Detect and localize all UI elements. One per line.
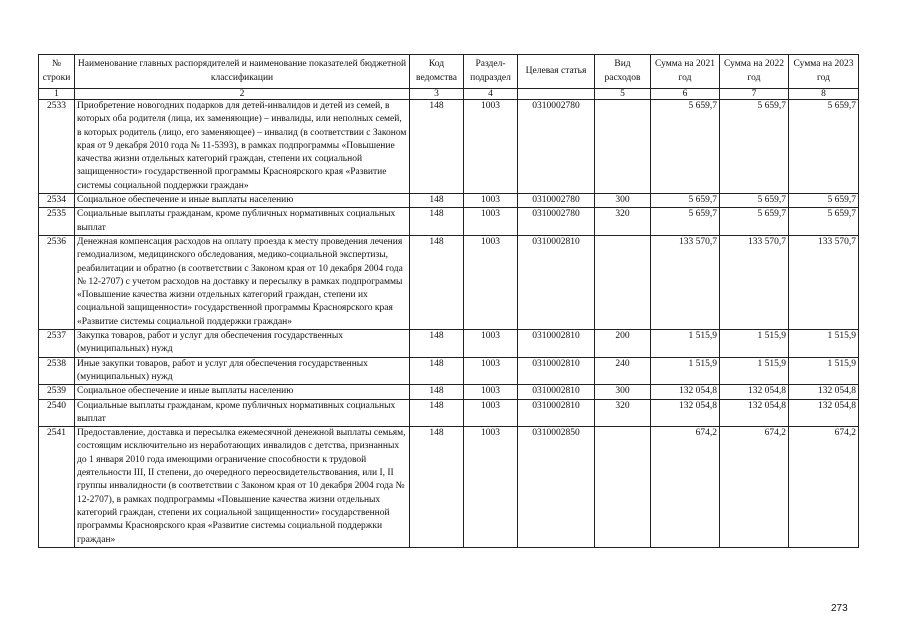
- row-number-cell: 2538: [39, 357, 75, 385]
- row-number-cell: 2540: [39, 399, 75, 427]
- target-article-cell: 0310002810: [518, 235, 595, 329]
- row-number-cell: 2535: [39, 208, 75, 236]
- expense-kind-cell: [595, 100, 651, 194]
- row-name-cell: Закупка товаров, работ и услуг для обеспечения государственных (муниципальных) нужд: [75, 330, 410, 358]
- dept-code-cell: 148: [410, 330, 464, 358]
- sum-2021-cell: 132 054,8: [651, 385, 720, 399]
- sum-2022-cell: 132 054,8: [720, 385, 789, 399]
- column-number-row: [39, 89, 859, 100]
- dept-code-cell: 148: [410, 208, 464, 236]
- section-cell: 1003: [464, 208, 518, 236]
- sum-2021-cell: 5 659,7: [651, 100, 720, 194]
- sum-2022-cell: 133 570,7: [720, 235, 789, 329]
- table-body: [39, 89, 859, 548]
- page-number: 273: [831, 603, 848, 614]
- expense-kind-cell: 300: [595, 385, 651, 399]
- sum-2022-cell: 5 659,7: [720, 208, 789, 236]
- sum-2023-cell: 133 570,7: [789, 235, 859, 329]
- sum-2023-cell: 674,2: [789, 427, 859, 548]
- expense-kind-cell: 200: [595, 330, 651, 358]
- expense-kind-cell: [595, 235, 651, 329]
- sum-2023-cell: 132 054,8: [789, 385, 859, 399]
- sum-2021-cell: 133 570,7: [651, 235, 720, 329]
- section-cell: 1003: [464, 330, 518, 358]
- row-name-cell: Социальные выплаты гражданам, кроме публичных нормативных социальных выплат: [75, 208, 410, 236]
- sum-2022-cell: 1 515,9: [720, 357, 789, 385]
- expense-kind-cell: 320: [595, 399, 651, 427]
- sum-2021-cell: 1 515,9: [651, 357, 720, 385]
- table-row: [39, 427, 859, 548]
- section-cell: 1003: [464, 427, 518, 548]
- row-name-cell: Социальные выплаты гражданам, кроме публичных нормативных социальных выплат: [75, 399, 410, 427]
- section-cell: 1003: [464, 194, 518, 208]
- expense-kind-cell: [595, 427, 651, 548]
- sum-2021-cell: 5 659,7: [651, 208, 720, 236]
- dept-code-cell: 148: [410, 427, 464, 548]
- target-article-cell: 0310002810: [518, 330, 595, 358]
- expense-kind-cell: 240: [595, 357, 651, 385]
- column-number: 4: [464, 89, 518, 100]
- header-name: Наименование главных распорядителей и наименование показателей бюджетной классификации: [75, 55, 410, 89]
- column-number: [518, 89, 595, 100]
- sum-2022-cell: 5 659,7: [720, 194, 789, 208]
- sum-2023-cell: 5 659,7: [789, 208, 859, 236]
- target-article-cell: 0310002810: [518, 385, 595, 399]
- table-row: [39, 357, 859, 385]
- column-number: 2: [75, 89, 410, 100]
- sum-2023-cell: 5 659,7: [789, 194, 859, 208]
- dept-code-cell: 148: [410, 235, 464, 329]
- dept-code-cell: 148: [410, 385, 464, 399]
- table-row: [39, 100, 859, 194]
- table-row: [39, 385, 859, 399]
- row-number-cell: 2533: [39, 100, 75, 194]
- header-section: Раздел-подраздел: [464, 55, 518, 89]
- table-row: [39, 208, 859, 236]
- row-name-cell: Предоставление, доставка и пересылка ежемесячной денежной выплаты семьям, состоящим исключительно из неработающих инвалидов с детства, признанных до 1 января 2010 года имеющими ограничение способности к трудовой деятельности III, II степени, до очередного переосвидетельствования, или I, II группы инвалидности (в соответствии с Законом края от 10 декабря 2004 года № 12-2707), в рамках подпрограммы «Повышение качества жизни отдельных категорий граждан, степени их социальной защищенности» государственной программы Красноярского края «Развитие системы социальной поддержки граждан»: [75, 427, 410, 548]
- sum-2021-cell: 5 659,7: [651, 194, 720, 208]
- target-article-cell: 0310002780: [518, 194, 595, 208]
- row-name-cell: Социальное обеспечение и иные выплаты населению: [75, 385, 410, 399]
- section-cell: 1003: [464, 100, 518, 194]
- column-number: 8: [789, 89, 859, 100]
- section-cell: 1003: [464, 399, 518, 427]
- row-number-cell: 2537: [39, 330, 75, 358]
- sum-2022-cell: 5 659,7: [720, 100, 789, 194]
- sum-2023-cell: 1 515,9: [789, 330, 859, 358]
- dept-code-cell: 148: [410, 100, 464, 194]
- section-cell: 1003: [464, 357, 518, 385]
- header-expense-kind: Вид расходов: [595, 55, 651, 89]
- row-name-cell: Денежная компенсация расходов на оплату проезда к месту проведения лечения гемодиализом, медицинского обследования, медико-социальной экспертизы, реабилитации и обратно (в соответствии с Законом края от 10 декабря 2004 года № 12-2707) с учетом расходов на доставку и пересылку в рамках подпрограммы «Повышение качества жизни отдельных категорий граждан, степени их социальной защищенности» государственной программы Красноярского края «Развитие системы социальной поддержки граждан»: [75, 235, 410, 329]
- column-number: 6: [651, 89, 720, 100]
- row-number-cell: 2534: [39, 194, 75, 208]
- header-sum-2021: Сумма на 2021 год: [651, 55, 720, 89]
- sum-2021-cell: 132 054,8: [651, 399, 720, 427]
- header-target-article: Целевая статья: [518, 55, 595, 89]
- target-article-cell: 0310002780: [518, 208, 595, 236]
- section-cell: 1003: [464, 385, 518, 399]
- sum-2022-cell: 132 054,8: [720, 399, 789, 427]
- table-row: [39, 330, 859, 358]
- expense-kind-cell: 300: [595, 194, 651, 208]
- header-row-number: № строки: [39, 55, 75, 89]
- sum-2023-cell: 132 054,8: [789, 399, 859, 427]
- row-number-cell: 2536: [39, 235, 75, 329]
- budget-table: [38, 54, 859, 548]
- target-article-cell: 0310002810: [518, 399, 595, 427]
- expense-kind-cell: 320: [595, 208, 651, 236]
- header-sum-2023: Сумма на 2023 год: [789, 55, 859, 89]
- table-row: [39, 399, 859, 427]
- table-row: [39, 194, 859, 208]
- row-number-cell: 2539: [39, 385, 75, 399]
- target-article-cell: 0310002810: [518, 357, 595, 385]
- sum-2021-cell: 1 515,9: [651, 330, 720, 358]
- dept-code-cell: 148: [410, 194, 464, 208]
- sum-2023-cell: 5 659,7: [789, 100, 859, 194]
- column-number: 5: [595, 89, 651, 100]
- sum-2022-cell: 1 515,9: [720, 330, 789, 358]
- column-number: 3: [410, 89, 464, 100]
- table-row: [39, 235, 859, 329]
- row-number-cell: 2541: [39, 427, 75, 548]
- header-dept-code: Код ведомства: [410, 55, 464, 89]
- target-article-cell: 0310002780: [518, 100, 595, 194]
- sum-2023-cell: 1 515,9: [789, 357, 859, 385]
- row-name-cell: Приобретение новогодних подарков для детей-инвалидов и детей из семей, в которых оба родителя (лица, их заменяющие) – инвалиды, или неполных семей, в которых родитель (лицо, его заменяющее) – инвалид (в соответствии с Законом края от 9 декабря 2010 года № 11-5393), в рамках подпрограммы «Повышение качества жизни отдельных категорий граждан, степени их социальной защищенности» государственной программы Красноярского края «Развитие системы социальной поддержки граждан»: [75, 100, 410, 194]
- target-article-cell: 0310002850: [518, 427, 595, 548]
- dept-code-cell: 148: [410, 357, 464, 385]
- sum-2021-cell: 674,2: [651, 427, 720, 548]
- dept-code-cell: 148: [410, 399, 464, 427]
- row-name-cell: Социальное обеспечение и иные выплаты населению: [75, 194, 410, 208]
- column-number: 7: [720, 89, 789, 100]
- row-name-cell: Иные закупки товаров, работ и услуг для обеспечения государственных (муниципальных) нужд: [75, 357, 410, 385]
- section-cell: 1003: [464, 235, 518, 329]
- header-sum-2022: Сумма на 2022 год: [720, 55, 789, 89]
- sum-2022-cell: 674,2: [720, 427, 789, 548]
- column-number: 1: [39, 89, 75, 100]
